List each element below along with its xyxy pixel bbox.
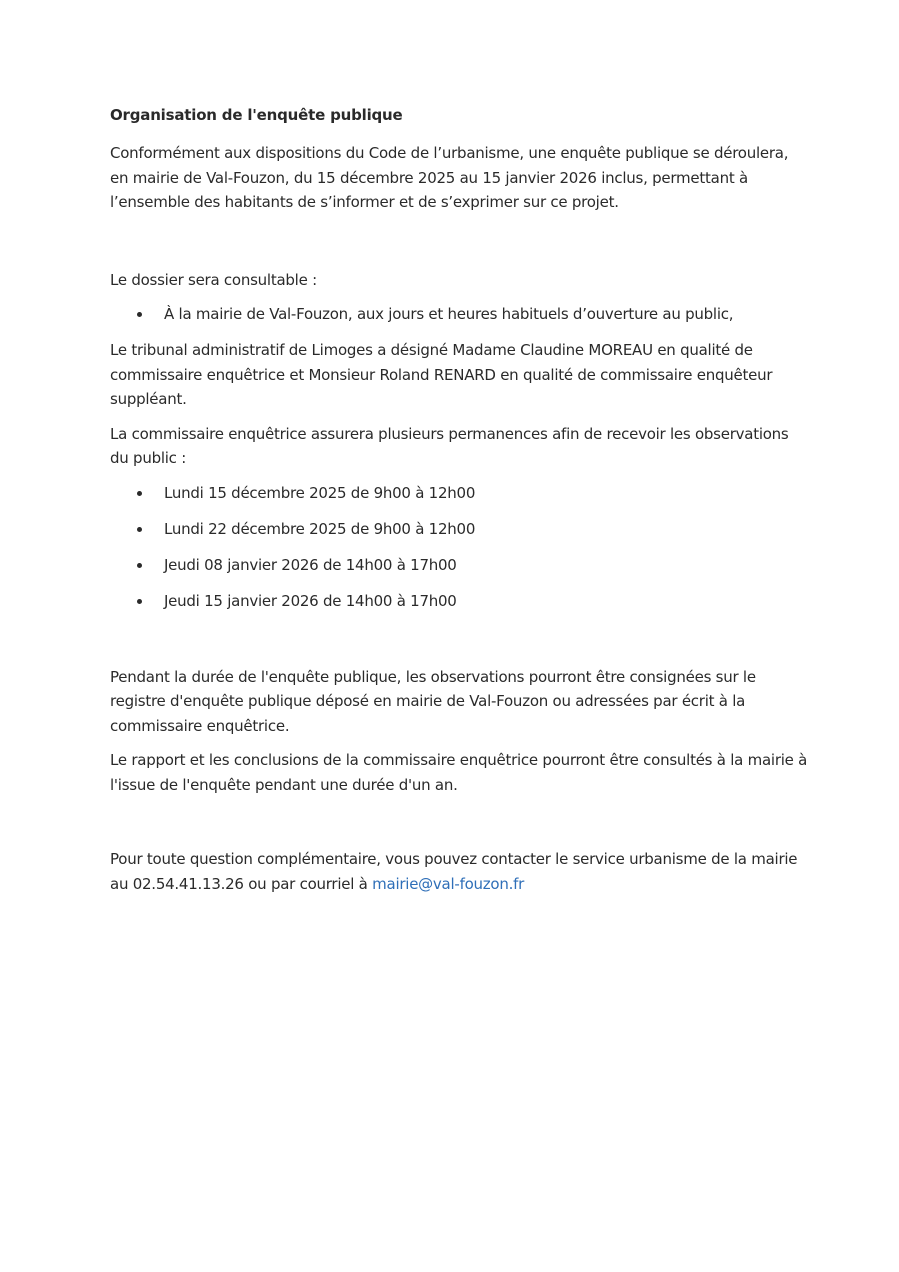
- list-item: [110, 589, 810, 613]
- email-link[interactable]: mairie@val-fouzon.fr: [372, 874, 525, 893]
- list-item-text: À la mairie de Val-Fouzon, aux jours et heures habituels d’ouverture au public,: [164, 305, 734, 323]
- dossier-heading: Le dossier sera consultable :: [110, 270, 317, 289]
- bullet-icon: [137, 312, 142, 317]
- document-title: Organisation de l'enquête publique: [110, 106, 403, 124]
- list-item: [110, 517, 810, 541]
- bullet-icon: [137, 491, 142, 496]
- contact-paragraph: [110, 847, 810, 896]
- bullet-icon: [137, 599, 142, 604]
- permanences-intro: La commissaire enquêtrice assurera plusieurs permanences afin de recevoir les observations du public :: [110, 424, 789, 467]
- intro-paragraph: Conformément aux dispositions du Code de l’urbanisme, une enquête publique se déroulera, en mairie de Val-Fouzon, du 15 décembre 2025 au 15 janvier 2026 inclus, permettant à l’ensemble des habitants de s’informer et de s’exprimer sur ce projet.: [110, 144, 789, 211]
- spacer: [110, 225, 810, 268]
- bullet-icon: [137, 527, 142, 532]
- document-page: [110, 104, 810, 906]
- rapport-paragraph: Le rapport et les conclusions de la commissaire enquêtrice pourront être consultés à la mairie à l'issue de l'enquête pendant une durée d'un an.: [110, 751, 808, 794]
- permanences-list: [110, 481, 810, 613]
- list-item-text: Jeudi 08 janvier 2026 de 14h00 à 17h00: [164, 555, 457, 574]
- list-item-text: Lundi 15 décembre 2025 de 9h00 à 12h00: [164, 483, 476, 502]
- list-item: [110, 481, 810, 505]
- observations-paragraph: Pendant la durée de l'enquête publique, les observations pourront être consignées sur le registre d'enquête publique déposé en mairie de Val-Fouzon ou adressées par écrit à la commissaire enquêtrice.: [110, 667, 756, 735]
- list-item-text: Jeudi 15 janvier 2026 de 14h00 à 17h00: [164, 591, 457, 610]
- spacer: [110, 807, 810, 847]
- spacer: [110, 625, 810, 665]
- tribunal-paragraph: Le tribunal administratif de Limoges a désigné Madame Claudine MOREAU en qualité de commissaire enquêtrice et Monsieur Roland RENARD en qualité de commissaire enquêteur suppléant.: [110, 341, 773, 408]
- bullet-icon: [137, 563, 142, 568]
- contact-text: Pour toute question complémentaire, vous pouvez contacter le service urbanisme de la mairie au 02.54.41.13.26 ou par courriel à: [110, 850, 798, 893]
- list-item: [110, 302, 810, 326]
- dossier-list: [110, 302, 810, 326]
- list-item-text: Lundi 22 décembre 2025 de 9h00 à 12h00: [164, 519, 476, 538]
- list-item: [110, 553, 810, 577]
